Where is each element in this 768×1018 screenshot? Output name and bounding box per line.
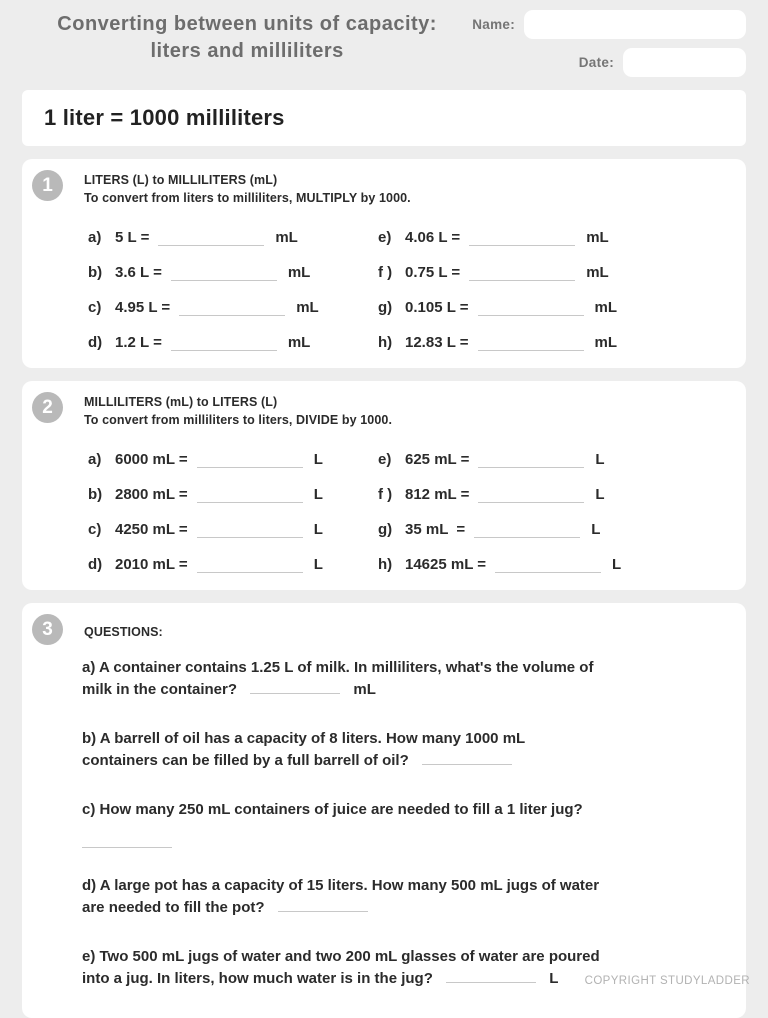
item-label: b): [88, 486, 103, 503]
answer-blank[interactable]: [82, 835, 172, 848]
name-label: Name:: [472, 17, 515, 32]
exercise-row: [88, 442, 378, 477]
answer-blank[interactable]: [469, 265, 575, 281]
item-unit: mL: [287, 264, 311, 281]
section-1-header: [32, 170, 728, 207]
question-a: [82, 657, 726, 701]
exercise-row: [378, 442, 728, 477]
answer-blank[interactable]: [250, 681, 340, 694]
answer-blank[interactable]: [197, 557, 303, 573]
answer-blank[interactable]: [422, 752, 512, 765]
item-label: c): [88, 521, 102, 538]
answer-blank[interactable]: [179, 300, 285, 316]
exercise-row: [378, 325, 728, 360]
question-b-line2: containers can be filled by a full barrell of oil?: [82, 752, 409, 769]
answer-blank[interactable]: [469, 230, 575, 246]
date-field-row: [579, 48, 746, 77]
answer-blank[interactable]: [158, 230, 264, 246]
item-label: a): [88, 229, 102, 246]
item-label: d): [88, 556, 103, 573]
item-expression: 4250 mL =: [115, 521, 188, 538]
section-2-subheading: To convert from milliliters to liters, DIVIDE by 1000.: [84, 413, 393, 427]
item-unit: L: [595, 486, 605, 503]
section-2-right-column: [378, 442, 728, 582]
page-title-line1: Converting between units of capacity:: [57, 13, 437, 35]
copyright-notice: COPYRIGHT STUDYLADDER: [584, 975, 750, 987]
item-expression: 625 mL =: [405, 451, 470, 468]
question-b: [82, 728, 726, 772]
item-expression: 5 L =: [115, 229, 150, 246]
section-1-titles: [84, 170, 411, 207]
exercise-row: [88, 325, 378, 360]
answer-blank[interactable]: [478, 300, 584, 316]
question-b-line1: b) A barrell of oil has a capacity of 8 liters. How many 1000 mL: [82, 730, 526, 747]
section-1-number-badge: 1: [32, 170, 63, 201]
item-label: a): [88, 451, 102, 468]
answer-blank[interactable]: [197, 452, 303, 468]
section-1-right-column: [378, 220, 728, 360]
answer-blank[interactable]: [197, 487, 303, 503]
answer-blank[interactable]: [478, 487, 584, 503]
section-3-titles: [84, 614, 163, 641]
section-2-exercises: [88, 442, 728, 582]
date-input[interactable]: [623, 48, 746, 77]
worksheet-header: [22, 8, 746, 77]
item-label: e): [378, 451, 392, 468]
exercise-row: [378, 290, 728, 325]
exercise-row: [88, 255, 378, 290]
item-expression: 812 mL =: [405, 486, 470, 503]
item-unit: L: [313, 556, 323, 573]
exercise-row: [88, 220, 378, 255]
exercise-row: [88, 290, 378, 325]
section-2-titles: [84, 392, 392, 429]
item-unit: L: [612, 556, 622, 573]
item-label: f ): [378, 264, 393, 281]
item-label: h): [378, 334, 393, 351]
item-expression: 4.95 L =: [115, 299, 171, 316]
answer-blank[interactable]: [495, 557, 601, 573]
question-e-line2: into a jug. In liters, how much water is in the jug?: [82, 970, 433, 987]
answer-blank[interactable]: [197, 522, 303, 538]
section-1-heading: LITERS (L) to MILLILITERS (mL): [84, 173, 278, 187]
item-label: d): [88, 334, 103, 351]
conversion-fact-text: 1 liter = 1000 milliliters: [44, 105, 285, 130]
exercise-row: [378, 547, 728, 582]
question-c: [82, 799, 726, 848]
item-unit: mL: [275, 229, 298, 246]
question-d: [82, 875, 726, 919]
item-unit: L: [313, 486, 323, 503]
item-label: e): [378, 229, 392, 246]
word-questions: [82, 657, 726, 990]
question-e-unit: L: [549, 970, 559, 987]
section-1-exercises: [88, 220, 728, 360]
section-2-header: [32, 392, 728, 429]
item-unit: mL: [586, 229, 609, 246]
date-label: Date:: [578, 55, 614, 70]
page-title-line2: liters and milliliters: [150, 40, 344, 62]
answer-blank[interactable]: [478, 335, 584, 351]
exercise-row: [378, 220, 728, 255]
section-1-subheading: To convert from liters to milliliters, MULTIPLY by 1000.: [84, 191, 411, 205]
exercise-row: [88, 477, 378, 512]
item-unit: mL: [594, 334, 618, 351]
exercise-row: [378, 512, 728, 547]
item-unit: mL: [586, 264, 609, 281]
question-d-line1: d) A large pot has a capacity of 15 liters. How many 500 mL jugs of water: [82, 877, 600, 894]
exercise-row: [378, 255, 728, 290]
section-2-left-column: [88, 442, 378, 582]
answer-blank[interactable]: [474, 522, 580, 538]
item-expression: 2010 mL =: [115, 556, 188, 573]
section-liters-to-milliliters: [22, 159, 746, 368]
question-a-line1: a) A container contains 1.25 L of milk. In milliliters, what's the volume of: [82, 659, 594, 676]
answer-blank[interactable]: [278, 899, 368, 912]
item-expression: 1.2 L =: [115, 334, 162, 351]
item-unit: mL: [594, 299, 618, 316]
section-milliliters-to-liters: [22, 381, 746, 590]
item-unit: L: [313, 521, 323, 538]
item-expression: 0.105 L =: [405, 299, 469, 316]
exercise-row: [378, 477, 728, 512]
item-expression: 4.06 L =: [405, 229, 461, 246]
item-unit: L: [313, 451, 323, 468]
item-label: f ): [378, 486, 393, 503]
answer-blank[interactable]: [171, 265, 277, 281]
item-expression: 2800 mL =: [115, 486, 188, 503]
item-label: b): [88, 264, 103, 281]
item-label: c): [88, 299, 102, 316]
item-unit: L: [591, 521, 601, 538]
question-a-unit: mL: [353, 681, 376, 698]
section-3-heading: QUESTIONS:: [84, 625, 163, 639]
section-1-left-column: [88, 220, 378, 360]
section-3-number-badge: 3: [32, 614, 63, 645]
answer-blank[interactable]: [478, 452, 584, 468]
question-a-line2: milk in the container?: [82, 681, 238, 698]
page-title: [22, 8, 472, 77]
item-expression: 12.83 L =: [405, 334, 469, 351]
item-expression: 14625 mL =: [405, 556, 487, 573]
question-c-line1: c) How many 250 mL containers of juice are needed to fill a 1 liter jug?: [82, 801, 583, 818]
item-expression: 3.6 L =: [115, 264, 162, 281]
item-expression: 35 mL =: [405, 521, 466, 538]
item-expression: 0.75 L =: [405, 264, 461, 281]
item-label: g): [378, 299, 393, 316]
answer-blank[interactable]: [171, 335, 277, 351]
item-label: g): [378, 521, 393, 538]
item-unit: mL: [287, 334, 311, 351]
section-2-number-badge: 2: [32, 392, 63, 423]
name-input[interactable]: [524, 10, 746, 39]
exercise-row: [88, 547, 378, 582]
question-e-line1: e) Two 500 mL jugs of water and two 200 mL glasses of water are poured: [82, 948, 600, 965]
section-3-header: [32, 614, 728, 645]
item-unit: mL: [296, 299, 319, 316]
name-field-row: [472, 10, 746, 39]
exercise-row: [88, 512, 378, 547]
item-label: h): [378, 556, 393, 573]
conversion-fact-banner: [22, 90, 746, 146]
item-unit: L: [595, 451, 605, 468]
section-questions: [22, 603, 746, 1018]
question-d-line2: are needed to fill the pot?: [82, 899, 265, 916]
item-expression: 6000 mL =: [115, 451, 188, 468]
section-2-heading: MILLILITERS (mL) to LITERS (L): [84, 395, 278, 409]
name-date-fields: [472, 8, 746, 77]
answer-blank[interactable]: [446, 970, 536, 983]
